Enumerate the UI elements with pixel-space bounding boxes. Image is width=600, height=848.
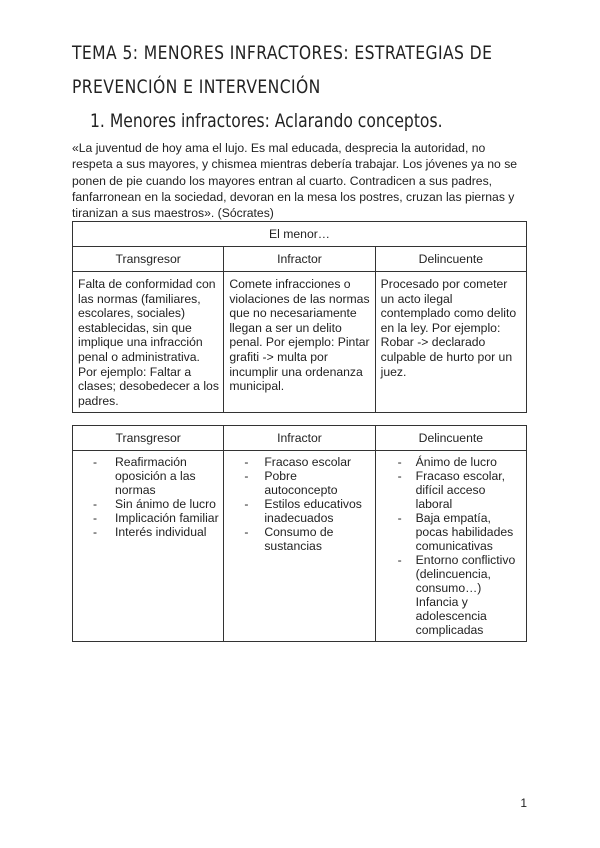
traits-list [73,455,219,539]
header-delincuente: Delincuente [375,247,526,272]
definition-transgresor: Falta de conformidad con las normas (familiares, escolares, sociales) establecidas, sin que implique una infracción penal o administrativa. Por ejemplo: Faltar a clases; desobedecer a los padres. [73,272,224,413]
header-infractor: Infractor [224,426,375,451]
list-item: - Baja empatía, pocas habilidades comunicativas [397,511,514,553]
definition-infractor: Comete infracciones o violaciones de las normas que no necesariamente llegan a ser un delito penal. Por ejemplo: Pintar grafiti -> multa por incumplir una ordenanza municipal. [224,272,375,413]
traits-delincuente [375,451,526,642]
list-continuation: Infancia y adolescencia complicadas [415,595,487,637]
list-item: - Fracaso escolar [244,455,352,469]
traits-transgresor [73,451,224,642]
list-item: - Sin ánimo de lucro [93,497,216,511]
document-title: TEMA 5: MENORES INFRACTORES: ESTRATEGIAS DE PREVENCIÓN E INTERVENCIÓN [72,42,493,98]
characteristics-table [72,425,527,642]
table-caption: El menor… [73,222,527,247]
list-item: - Estilos educativos inadecuados [244,497,362,525]
page-number: 1 [520,796,527,810]
traits-list [376,455,522,595]
traits-infractor [224,451,375,642]
section-heading: 1. Menores infractores: Aclarando conceptos. [90,110,443,132]
traits-list [224,455,370,553]
list-item: - Pobre autoconcepto [244,469,338,497]
definition-delincuente: Procesado por cometer un acto ilegal contemplado como delito en la ley. Por ejemplo: Robar -> declarado culpable de hurto por un juez. [375,272,526,413]
socrates-quote: «La juventud de hoy ama el lujo. Es mal educada, desprecia la autoridad, no respeta a sus mayores, y chismea mientras debería trabajar. Los jóvenes ya no se ponen de pie cuando los mayores entran al cuarto. Contradicen a sus padres, fanfarronean en la sociedad, devoran en la mesa los postres, cruzan las piernas y tiranizan a sus maestros». (Sócrates) [72,141,518,221]
header-infractor: Infractor [224,247,375,272]
definitions-table [72,221,527,413]
list-item: - Reafirmación oposición a las normas [93,455,196,497]
list-item: - Fracaso escolar, difícil acceso laboral [397,469,506,511]
list-item: - Interés individual [93,525,207,539]
list-item: - Entorno conflictivo (delincuencia, consumo…) [397,553,516,595]
header-transgresor: Transgresor [73,247,224,272]
header-delincuente: Delincuente [375,426,526,451]
list-item: - Implicación familiar [93,511,219,525]
list-item: - Ánimo de lucro [397,455,497,469]
header-transgresor: Transgresor [73,426,224,451]
list-item: - Consumo de sustancias [244,525,334,553]
